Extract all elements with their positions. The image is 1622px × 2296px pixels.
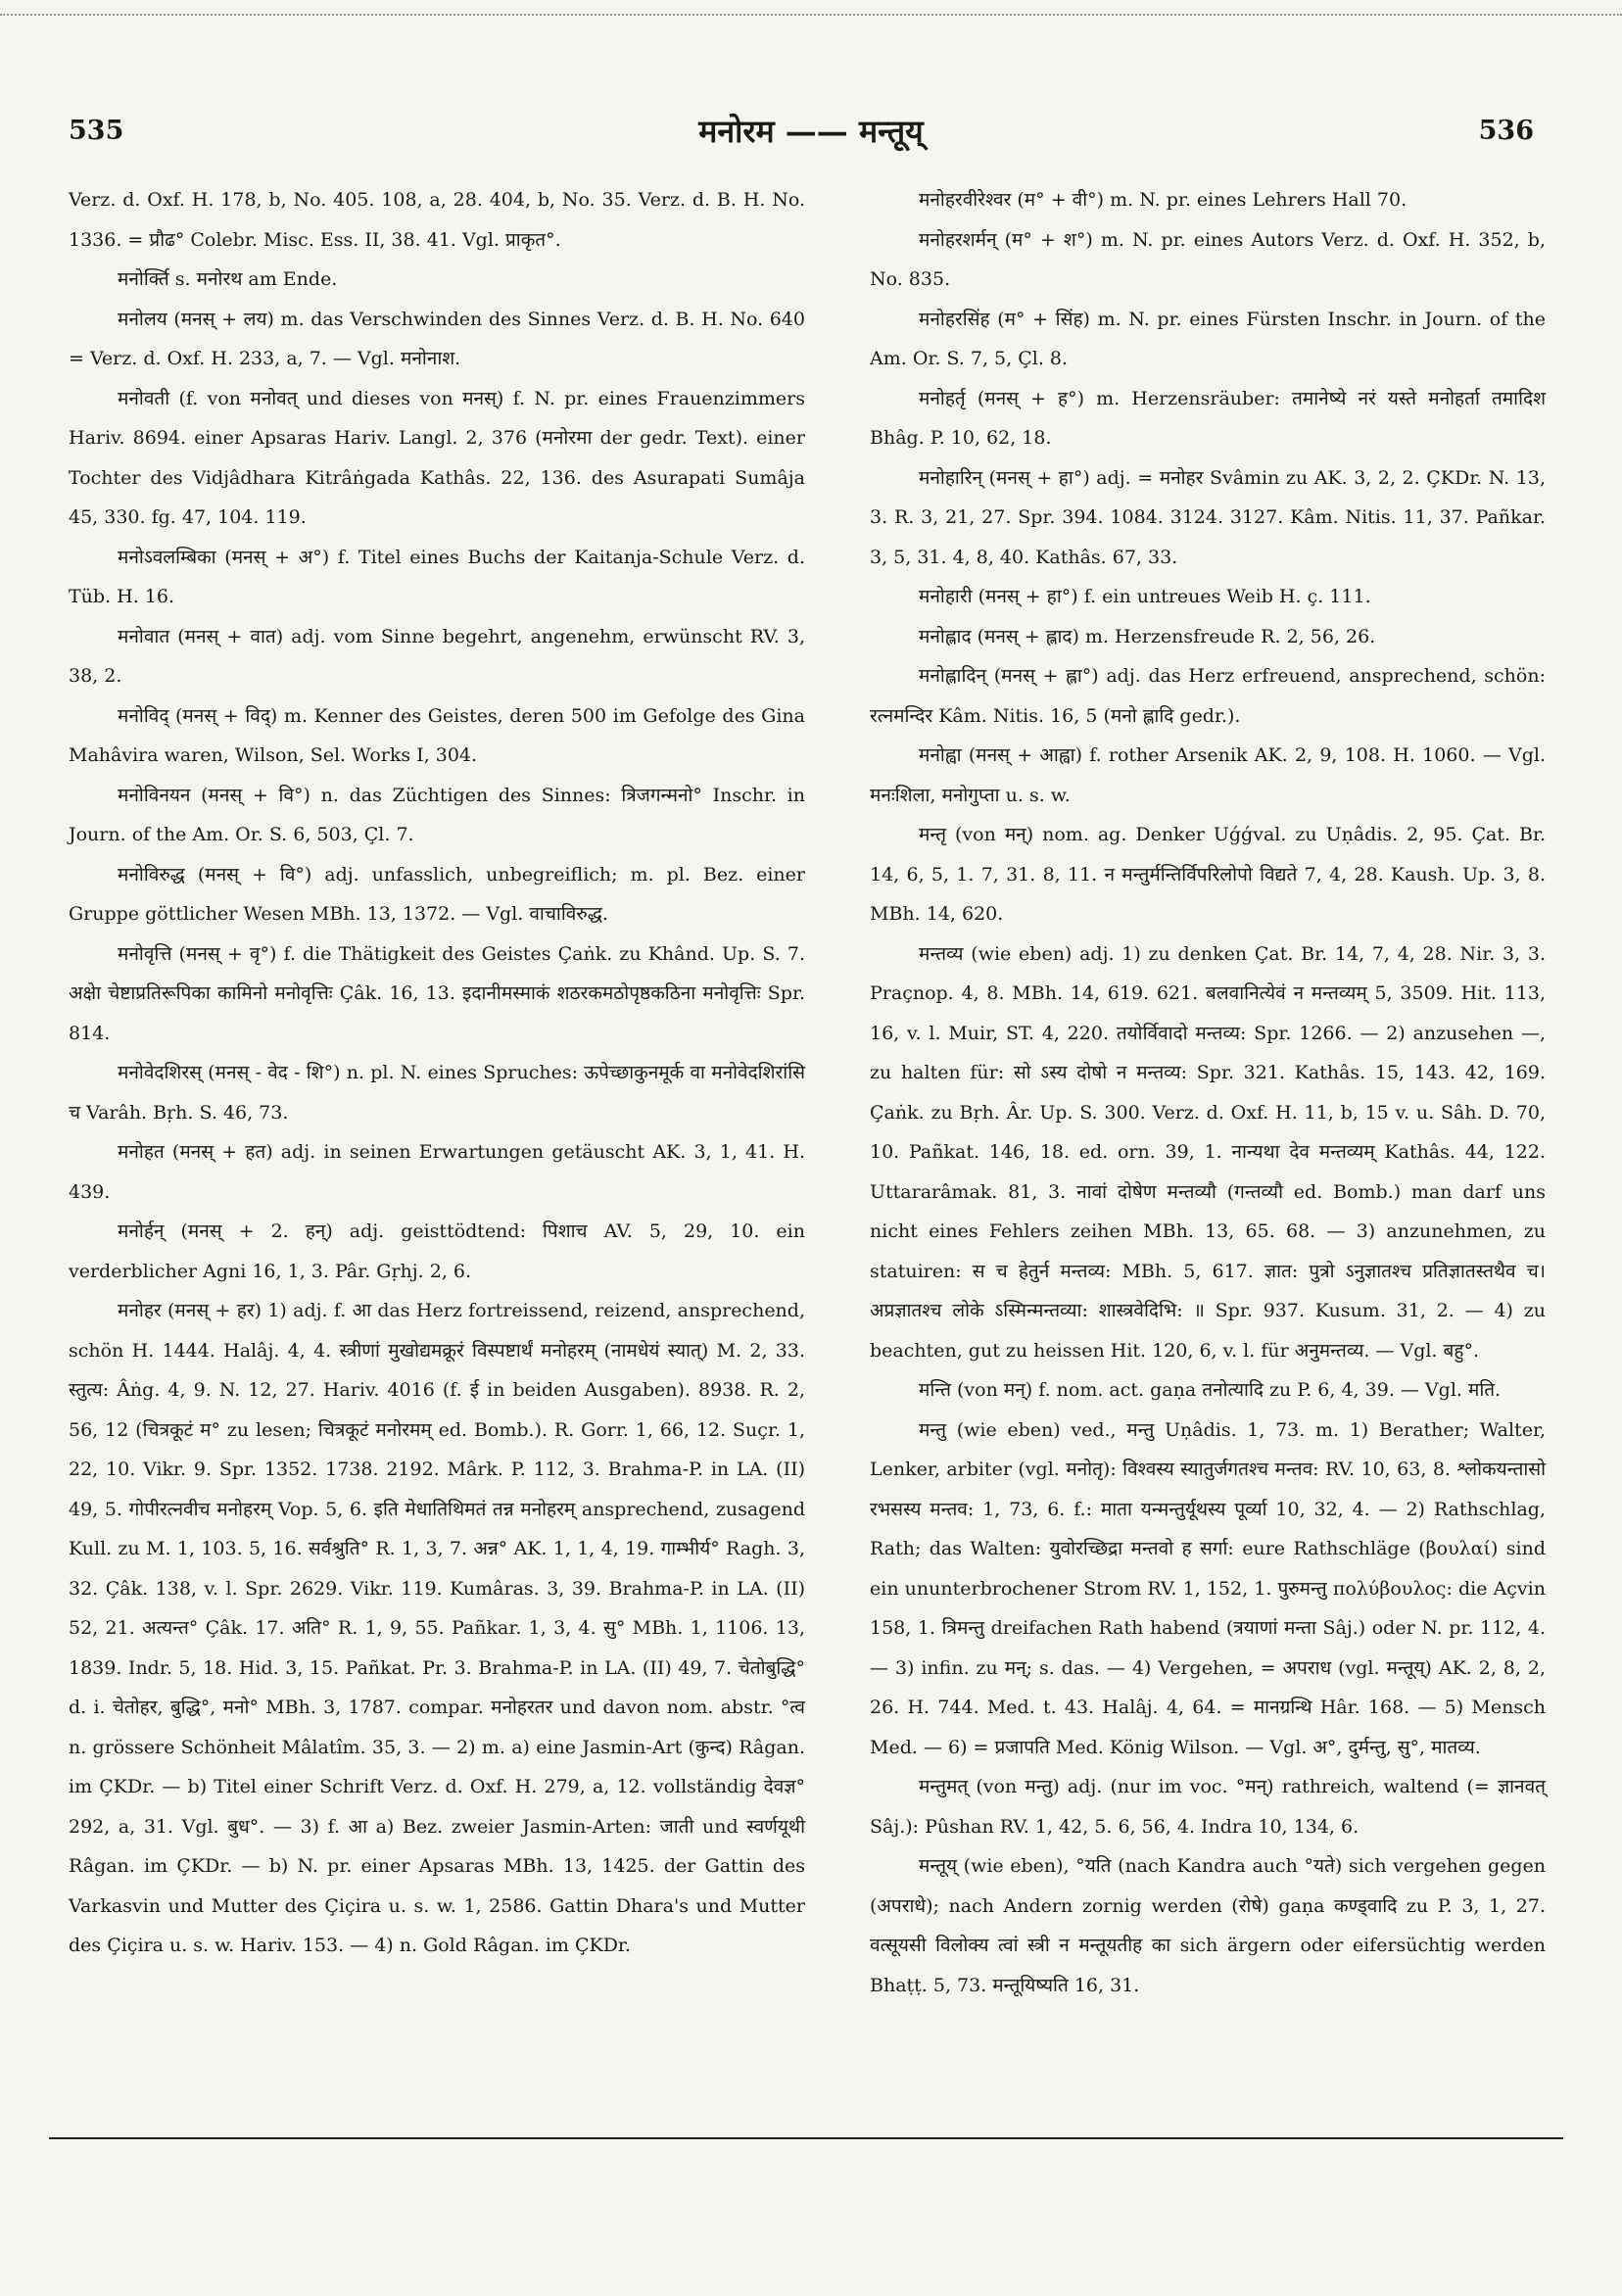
dictionary-entry: मनोहत (मनस् + हत) adj. in seinen Erwartungen getäuscht AK. 3, 1, 41. H. 439. <box>69 1141 805 1203</box>
dictionary-entry: मनोर्हन् (मनस् + 2. हन्) adj. geisttödtend: पिशाच AV. 5, 29, 10. ein verderblicher Agni 16, 1, 3. Pâr. Gṛhj. 2, 6. <box>69 1220 805 1282</box>
page-number-right: 536 <box>1478 116 1534 146</box>
dictionary-entry: मन्ति (von मन्) f. nom. act. gaṇa तनोत्यादि zu P. 6, 4, 39. — Vgl. मति. <box>919 1379 1502 1401</box>
running-head: मनोरम —— मन्तूय् <box>698 113 924 150</box>
right-column <box>870 180 1546 2005</box>
dictionary-entry: मनोवती (f. von मनोवत् und dieses von मनस्) f. N. pr. eines Frauenzimmers Hariv. 8694. einer Apsaras Hariv. Langl. 2, 376 (मनोरमा der gedr. Text). einer Tochter des Vidjâdhara Kitrâṅgada Kathâs. 22, 136. des Asurapati Sumâja 45, 330. fg. 47, 104. 119. <box>69 387 805 528</box>
dictionary-entry: मन्तव्य (wie eben) adj. 1) zu denken Çat. Br. 14, 7, 4, 28. Nir. 3, 3. Praçnop. 4, 8. MBh. 14, 619. 621. बलवानित्येवं न मन्तव्यम् 5, 3509. Hit. 113, 16, v. l. Muir, ST. 4, 220. तयोर्विवादो मन्तव्य: Spr. 1266. — 2) anzusehen —, zu halten für: सो ऽस्य दोषो न मन्तव्य: Spr. 321. Kathâs. 15, 143. 42, 169. Çaṅk. zu Bṛh. Âr. Up. S. 300. Verz. d. Oxf. H. 11, b, 15 v. u. Sâh. D. 70, 10. Pañkat. 146, 18. ed. orn. 39, 1. नान्यथा देव मन्तव्यम् Kathâs. 44, 122. Uttararâmak. 81, 3. नावां दोषेण मन्तव्यौ (गन्तव्यौ ed. Bomb.) man darf uns nicht eines Fehlers zeihen MBh. 13, 65. 68. — 3) anzunehmen, zu statuiren: स च हेतुर्न मन्तव्य: MBh. 5, 617. ज्ञात: पुत्रो ऽनुज्ञातश्च प्रतिज्ञातस्तथैव च। अप्रज्ञातश्च लोके ऽस्मिन्मन्तव्या: शास्त्रवेदिभि: ॥ Spr. 937. Kusum. 31, 2. — 4) zu beachten, gut zu heissen Hit. 120, 6, v. l. für अनुमन्तव्य. — Vgl. बहु°. <box>870 942 1546 1362</box>
dictionary-entry: मन्तृ (von मन्) nom. ag. Denker Uǵǵval. zu Uṇâdis. 2, 95. Çat. Br. 14, 6, 5, 1. 7, 31. 8, 11. न मन्तुर्मन्तिर्विपरिलोपो विद्यते 7, 4, 28. Kaush. Up. 3, 8. MBh. 14, 620. <box>870 824 1546 925</box>
dictionary-entry: मनोलय (मनस् + लय) m. das Verschwinden des Sinnes Verz. d. B. H. No. 640 = Verz. d. Oxf. H. 233, a, 7. — Vgl. मनोनाश. <box>69 308 805 369</box>
dictionary-entry: मनोहरवीरेश्वर (म° + वी°) m. N. pr. eines Lehrers Hall 70. <box>919 189 1407 211</box>
dictionary-entry: मनोहरशर्मन् (म° + श°) m. N. pr. eines Autors Verz. d. Oxf. H. 352, b, No. 835. <box>870 228 1546 290</box>
dictionary-entry: मन्तूय् (wie eben), °यति (nach Kandra auch °यते) sich vergehen gegen (अपराधे); nach Andern zornig werden (रोषे) gaṇa कण्ड्वादि zu P. 3, 1, 27. वत्सूयसी विलोक्य त्वां स्त्री न मन्तूयतीह का sich ärgern oder eifersüchtig werden Bhaṭṭ. 5, 73. मन्तूयिष्यति 16, 31. <box>870 1855 1546 1996</box>
dictionary-entry: मनोविनयन (मनस् + वि°) n. das Züchtigen des Sinnes: त्रिजगन्मनो° Inschr. in Journ. of the Am. Or. S. 6, 503, Çl. 7. <box>69 784 805 845</box>
dictionary-entry: मनोर्क्ति s. मनोरथ am Ende. <box>118 268 338 290</box>
page-number-left: 535 <box>69 116 124 146</box>
dictionary-entry: मनोवेदशिरस् (मनस् - वेद - शि°) n. pl. N. eines Spruches: ऊपेच्छाकुनमूर्क वा मनोवेदशिरांसि च Varâh. Bṛh. S. 46, 73. <box>69 1062 805 1124</box>
dictionary-entry: मनोह्लाद (मनस् + ह्लाद) m. Herzensfreude R. 2, 56, 26. <box>919 625 1376 647</box>
dictionary-entry: मनोऽवलम्बिका (मनस् + अ°) f. Titel eines Buchs der Kaitanja-Schule Verz. d. Tüb. H. 16. <box>69 546 805 607</box>
dictionary-entry: मनोहर्तृ (मनस् + ह°) m. Herzensräuber: तमानेष्ये नरं यस्ते मनोहर्ता तमादिश Bhâg. P. 10, 62, 18. <box>870 387 1546 449</box>
dictionary-entry: मन्तु (wie eben) ved., मन्तु Uṇâdis. 1, 73. m. 1) Berather; Walter, Lenker, arbiter (vgl. मनोतृ): विश्वस्य स्यातुर्जगतश्च मन्तव: RV. 10, 63, 8. श्लोकयन्तासो रभसस्य मन्तव: 1, 73, 6. f.: माता यन्मन्तुर्यूथस्य पूर्व्या 10, 32, 4. — 2) Rathschlag, Rath; das Walten: युवोरच्छिद्रा मन्तवो ह सर्गा: eure Rathschläge (βουλαί) sind ein ununterbrochener Strom RV. 1, 152, 1. पुरुमन्तु πολύβουλος: die Açvin 158, 1. त्रिमन्तु dreifachen Rath habend (त्रयाणां मन्ता Sâj.) oder N. pr. 112, 4. — 3) infin. zu मन्; s. das. — 4) Vergehen, = अपराध (vgl. मन्तूय्) AK. 2, 8, 2, 26. H. 744. Med. t. 43. Halâj. 4, 64. = मानग्रन्थि Hâr. 168. — 5) Mensch Med. — 6) = प्रजापति Med. König Wilson. — Vgl. अ°, दुर्मन्तु, सु°, मातव्य. <box>870 1418 1546 1758</box>
dictionary-entry: मनोहारी (मनस् + हा°) f. ein untreues Weib H. ç. 111. <box>919 586 1371 607</box>
dictionary-entry: मनोविरुद्ध (मनस् + वि°) adj. unfasslich, unbegreiflich; m. pl. Bez. einer Gruppe göttlicher Wesen MBh. 13, 1372. — Vgl. वाचाविरुद्ध. <box>69 863 805 925</box>
dictionary-entry: मनोहर (मनस् + हर) 1) adj. f. आ das Herz fortreissend, reizend, ansprechend, schön H. 1444. Halâj. 4, 4. स्त्रीणां मुखोद्यमक्रूरं विस्पष्टार्थं मनोहरम् (नामधेयं स्यात्) M. 2, 33. स्तुत्य: Âṅg. 4, 9. N. 12, 27. Hariv. 4016 (f. ई in beiden Ausgaben). 8938. R. 2, 56, 12 (चित्रकूटं म° zu lesen; चित्रकूटं मनोरमम् ed. Bomb.). R. Gorr. 1, 66, 12. Suçr. 1, 22, 10. Vikr. 9. Spr. 1352. 1738. 2192. Mârk. P. 112, 3. Brahma-P. in LA. (II) 49, 5. गोपीरत्नवीच मनोहरम् Vop. 5, 6. इति मेधातिथिमतं तन्न मनोहरम् ansprechend, zusagend Kull. zu M. 1, 103. 5, 16. सर्वश्रुति° R. 1, 3, 7. अन्न° AK. 1, 1, 4, 19. गाम्भीर्य° Ragh. 3, 32. Çâk. 138, v. l. Spr. 2629. Vikr. 119. Kumâras. 3, 39. Brahma-P. in LA. (II) 52, 21. अत्यन्त° Çâk. 17. अति° R. 1, 9, 55. Pañkar. 1, 3, 4. सु° MBh. 1, 1106. 13, 1839. Indr. 5, 18. Hid. 3, 15. Pañkat. Pr. 3. Brahma-P. in LA. (II) 49, 7. चेतोबुद्धि° d. i. चेतोहर, बुद्धि°, मनो° MBh. 3, 1787. compar. मनोहरतर und davon nom. abstr. °त्व n. grössere Schönheit Mâlatîm. 35, 3. — 2) m. a) eine Jasmin-Art (कुन्द) Râgan. im ÇKDr. — b) Titel einer Schrift Verz. d. Oxf. H. 279, a, 12. vollständig देवज्ञ° 292, a, 31. Vgl. बुध°. — 3) f. आ a) Bez. zweier Jasmin-Arten: जाती und स्वर्णयूथी Râgan. im ÇKDr. — b) N. pr. einer Apsaras MBh. 13, 1425. der Gattin des Varkasvin und Mutter des Çiçira u. s. w. 1, 2586. Gattin Dhara's und Mutter des Çiçira u. s. w. Hariv. 153. — 4) n. Gold Râgan. im ÇKDr. <box>69 1300 805 1956</box>
dictionary-entry: Verz. d. Oxf. H. 178, b, No. 405. 108, a, 28. 404, b, No. 35. Verz. d. B. H. No. 1336. = प्रौढ° Colebr. Misc. Ess. II, 38. 41. Vgl. प्राकृत°. <box>69 189 805 251</box>
top-border <box>0 14 1622 16</box>
dictionary-entry: मनोहरसिंह (म° + सिंह) m. N. pr. eines Fürsten Inschr. in Journ. of the Am. Or. S. 7, 5, Çl. 8. <box>870 308 1546 369</box>
dictionary-entry: मनोह्वा (मनस् + आह्वा) f. rother Arsenik AK. 2, 9, 108. H. 1060. — Vgl. मनःशिला, मनोगुप्ता u. s. w. <box>870 744 1546 806</box>
dictionary-entry: मनोह्लादिन् (मनस् + ह्ला°) adj. das Herz erfreuend, ansprechend, schön: रत्नमन्दिर Kâm. Nitis. 16, 5 (मनो ह्लादि gedr.). <box>870 665 1546 727</box>
left-column <box>69 180 805 1966</box>
dictionary-entry: मनोहारिन् (मनस् + हा°) adj. = मनोहर Svâmin zu AK. 3, 2, 2. ÇKDr. N. 13, 3. R. 3, 21, 27. Spr. 394. 1084. 3124. 3127. Kâm. Nitis. 11, 37. Pañkar. 3, 5, 31. 4, 8, 40. Kathâs. 67, 33. <box>870 466 1546 568</box>
bottom-rule <box>49 2137 1563 2139</box>
dictionary-entry: मनोवात (मनस् + वात) adj. vom Sinne begehrt, angenehm, erwünscht RV. 3, 38, 2. <box>69 625 805 687</box>
dictionary-entry: मन्तुमत् (von मन्तु) adj. (nur im voc. °मन्) rathreich, waltend (= ज्ञानवत् Sâj.): Pûshan RV. 1, 42, 5. 6, 56, 4. Indra 10, 134, 6. <box>870 1776 1546 1838</box>
dictionary-entry: मनोवृत्ति (मनस् + वृ°) f. die Thätigkeit des Geistes Çaṅk. zu Khând. Up. S. 7. अक्षेा चेष्टाप्रतिरूपिका कामिनो मनोवृत्तिः Çâk. 16, 13. इदानीमस्माकं शठरकमठोपृष्ठकठिना मनोवृत्तिः Spr. 814. <box>69 942 805 1044</box>
dictionary-entry: मनोविद् (मनस् + विद्) m. Kenner des Geistes, deren 500 im Gefolge des Gina Mahâvira waren, Wilson, Sel. Works I, 304. <box>69 704 805 766</box>
